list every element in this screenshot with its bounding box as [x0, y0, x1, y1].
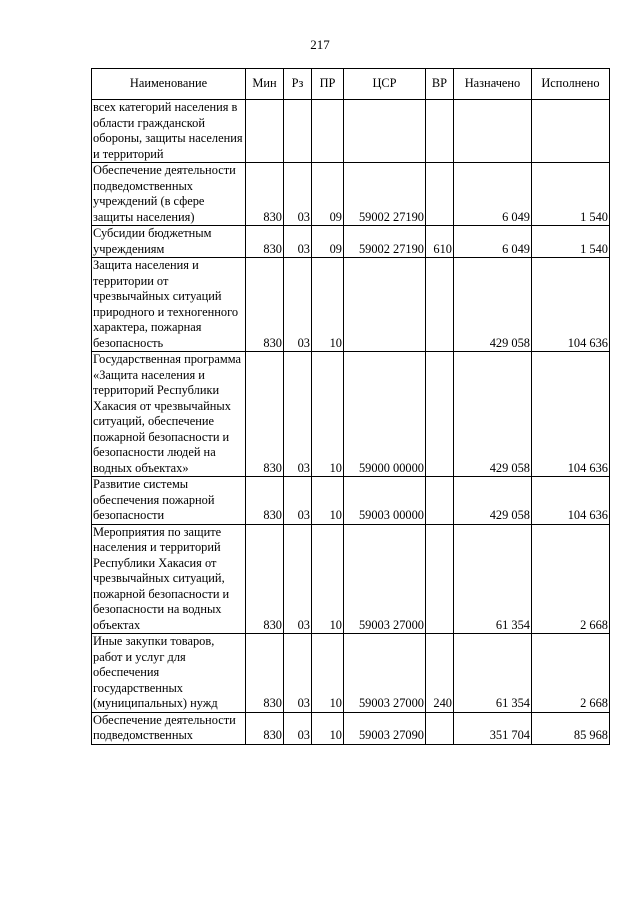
cell-pr: 10 — [312, 712, 344, 744]
cell-csr: 59002 27190 — [344, 226, 426, 258]
page-number: 217 — [310, 37, 330, 52]
cell-rz: 03 — [284, 352, 312, 477]
col-header-name: Наименование — [92, 69, 246, 100]
cell-vr — [426, 100, 454, 163]
cell-name: Государственная программа «Защита населения и территорий Республики Хакасия от чрезвычайных ситуаций, обеспечение пожарной безопасности и безопасности людей на водных объектах» — [92, 352, 246, 477]
cell-assigned: 429 058 — [454, 477, 532, 525]
cell-name: Субсидии бюджетным учреждениям — [92, 226, 246, 258]
cell-min — [246, 100, 284, 163]
col-header-rz: Рз — [284, 69, 312, 100]
table-row — [92, 634, 610, 713]
cell-rz: 03 — [284, 258, 312, 352]
cell-vr — [426, 477, 454, 525]
cell-name: Иные закупки товаров, работ и услуг для обеспечения государственных (муниципальных) нужд — [92, 634, 246, 713]
col-header-vr: ВР — [426, 69, 454, 100]
cell-rz: 03 — [284, 163, 312, 226]
cell-rz: 03 — [284, 524, 312, 634]
cell-pr: 10 — [312, 634, 344, 713]
col-header-executed: Исполнено — [532, 69, 610, 100]
cell-assigned — [454, 100, 532, 163]
cell-csr: 59003 27000 — [344, 634, 426, 713]
cell-name: Мероприятия по защите населения и территорий Республики Хакасия от чрезвычайных ситуаций, пожарной безопасности и безопасности на водных объектах — [92, 524, 246, 634]
col-header-csr: ЦСР — [344, 69, 426, 100]
cell-assigned: 61 354 — [454, 524, 532, 634]
header-row — [92, 69, 610, 100]
cell-rz: 03 — [284, 477, 312, 525]
cell-executed: 2 668 — [532, 524, 610, 634]
cell-rz: 03 — [284, 634, 312, 713]
cell-assigned: 6 049 — [454, 226, 532, 258]
cell-pr: 10 — [312, 352, 344, 477]
cell-name: всех категорий населения в области гражданской обороны, защиты населения и территорий — [92, 100, 246, 163]
cell-vr — [426, 524, 454, 634]
cell-executed: 1 540 — [532, 163, 610, 226]
table-row — [92, 477, 610, 525]
cell-pr: 09 — [312, 226, 344, 258]
table-row — [92, 258, 610, 352]
cell-vr: 240 — [426, 634, 454, 713]
table-row — [92, 163, 610, 226]
cell-pr: 10 — [312, 524, 344, 634]
cell-rz: 03 — [284, 712, 312, 744]
cell-min: 830 — [246, 634, 284, 713]
col-header-pr: ПР — [312, 69, 344, 100]
cell-csr: 59003 27000 — [344, 524, 426, 634]
cell-executed: 104 636 — [532, 258, 610, 352]
cell-executed: 2 668 — [532, 634, 610, 713]
cell-csr: 59000 00000 — [344, 352, 426, 477]
cell-name: Защита населения и территории от чрезвычайных ситуаций природного и техногенного характера, пожарная безопасность — [92, 258, 246, 352]
cell-executed: 1 540 — [532, 226, 610, 258]
cell-name: Обеспечение деятельности подведомственных учреждений (в сфере защиты населения) — [92, 163, 246, 226]
cell-csr — [344, 100, 426, 163]
cell-pr: 10 — [312, 477, 344, 525]
table-row — [92, 712, 610, 744]
cell-vr — [426, 352, 454, 477]
cell-min: 830 — [246, 258, 284, 352]
cell-assigned: 351 704 — [454, 712, 532, 744]
cell-pr: 10 — [312, 258, 344, 352]
cell-rz: 03 — [284, 226, 312, 258]
cell-executed — [532, 100, 610, 163]
cell-vr — [426, 163, 454, 226]
cell-vr — [426, 712, 454, 744]
cell-executed: 104 636 — [532, 352, 610, 477]
cell-vr — [426, 258, 454, 352]
table-row — [92, 524, 610, 634]
table-row — [92, 226, 610, 258]
cell-min: 830 — [246, 524, 284, 634]
cell-executed: 85 968 — [532, 712, 610, 744]
cell-csr: 59003 00000 — [344, 477, 426, 525]
cell-min: 830 — [246, 477, 284, 525]
cell-min: 830 — [246, 226, 284, 258]
cell-vr: 610 — [426, 226, 454, 258]
cell-assigned: 6 049 — [454, 163, 532, 226]
cell-rz — [284, 100, 312, 163]
cell-csr: 59003 27090 — [344, 712, 426, 744]
cell-csr: 59002 27190 — [344, 163, 426, 226]
table-row — [92, 100, 610, 163]
cell-assigned: 429 058 — [454, 352, 532, 477]
cell-min: 830 — [246, 712, 284, 744]
col-header-min: Мин — [246, 69, 284, 100]
budget-table — [91, 68, 610, 745]
cell-pr — [312, 100, 344, 163]
cell-name: Развитие системы обеспечения пожарной безопасности — [92, 477, 246, 525]
cell-pr: 09 — [312, 163, 344, 226]
cell-assigned: 61 354 — [454, 634, 532, 713]
cell-assigned: 429 058 — [454, 258, 532, 352]
table-row — [92, 352, 610, 477]
cell-min: 830 — [246, 163, 284, 226]
cell-csr — [344, 258, 426, 352]
col-header-assigned: Назначено — [454, 69, 532, 100]
cell-min: 830 — [246, 352, 284, 477]
cell-name: Обеспечение деятельности подведомственных — [92, 712, 246, 744]
cell-executed: 104 636 — [532, 477, 610, 525]
